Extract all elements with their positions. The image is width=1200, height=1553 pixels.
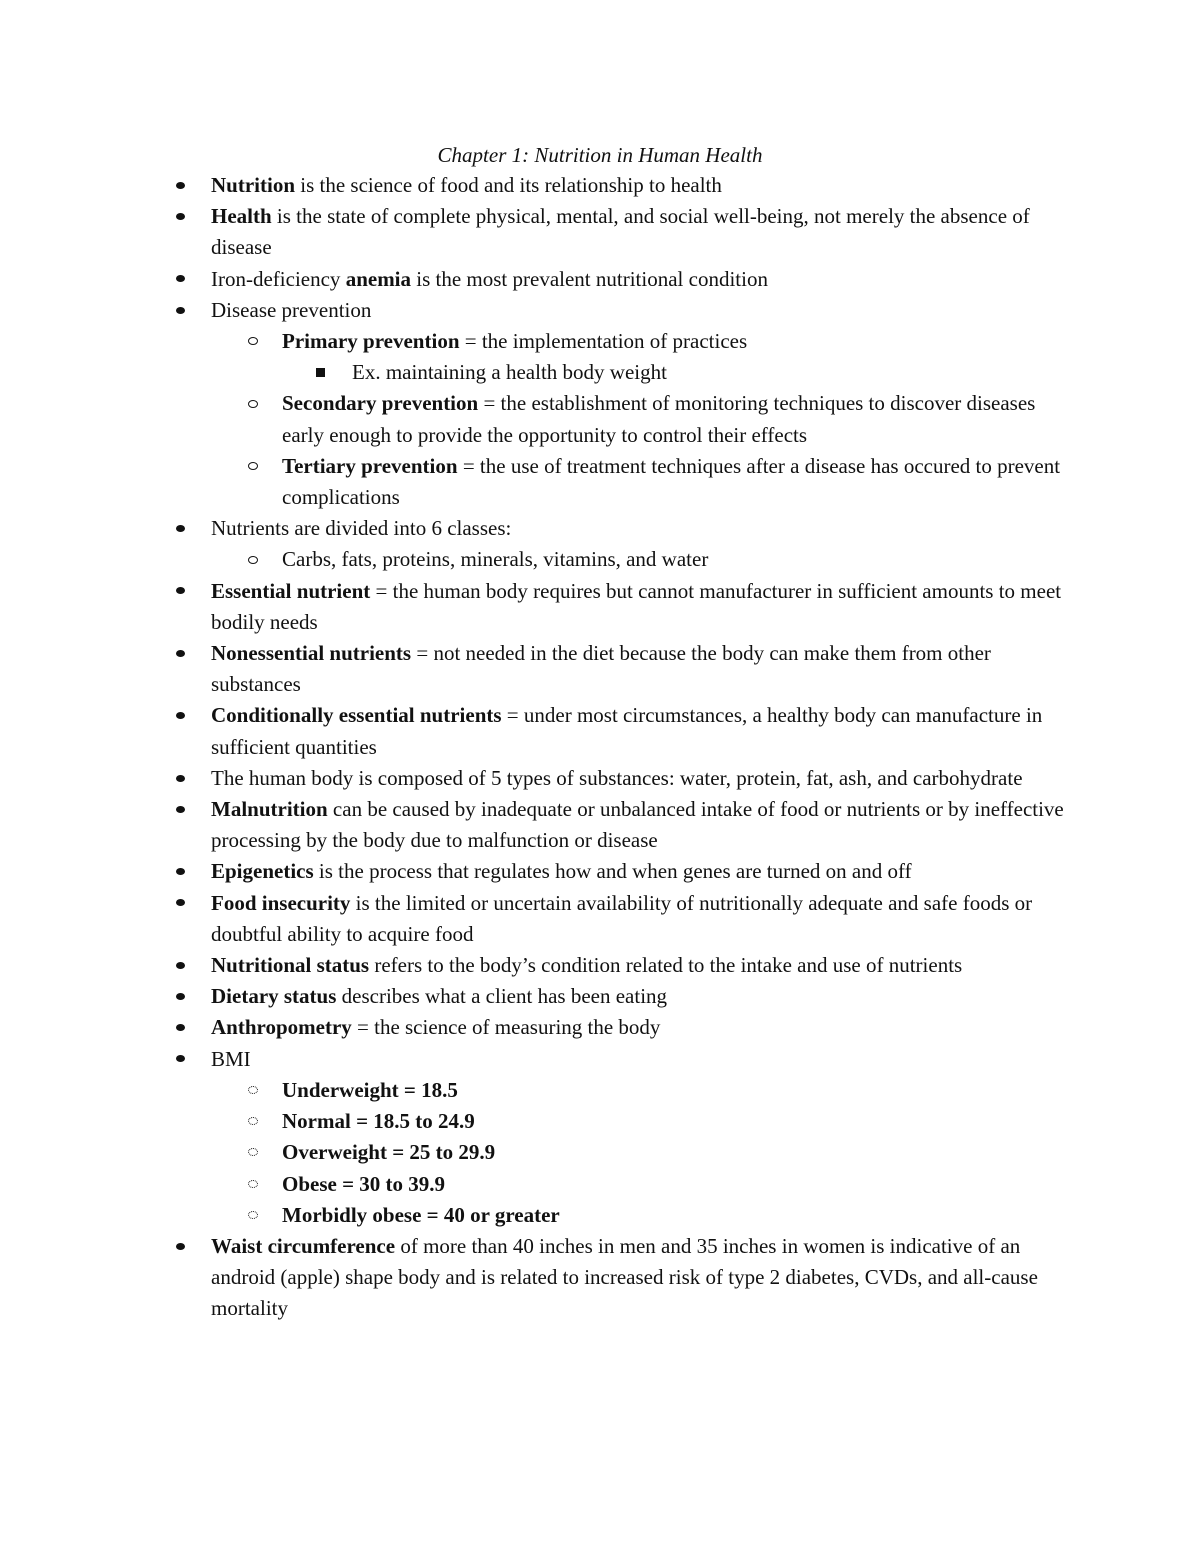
item-term: Nonessential nutrients [211, 641, 412, 666]
item-text: is the science of food and its relationship to health [295, 173, 722, 197]
bullet-dot-icon [176, 638, 185, 669]
item-text: Carbs, fats, proteins, minerals, vitamins, and water [282, 547, 709, 572]
item-term: Food insecurity [211, 890, 351, 915]
list-item [0, 357, 1072, 388]
list-item [0, 1169, 1072, 1200]
item-term: Tertiary prevention [282, 453, 458, 478]
item-term: Health [211, 204, 272, 229]
bullet-dot-icon [176, 763, 185, 794]
item-prefix: Iron-deficiency [211, 266, 346, 291]
list-item [0, 201, 1071, 263]
item-text: Nutrients are divided into 6 classes: [211, 516, 512, 541]
list-item [0, 326, 1072, 357]
list-item [0, 763, 1071, 794]
item-text: is the state of complete physical, mental, and social well-being, not merely the absence of disease [211, 204, 1030, 260]
list-item [0, 700, 1071, 762]
bullet-dotted-circle-icon [248, 1075, 258, 1106]
bullet-square-icon [316, 357, 325, 388]
bullet-dot-icon [176, 1012, 185, 1043]
item-text: The human body is composed of 5 types of substances: water, protein, fat, ash, and carbohydrate [211, 765, 1023, 790]
item-text: = under most circumstances, a healthy body can manufacture in sufficient quantities [211, 703, 1043, 759]
bullet-dot-icon [176, 576, 185, 607]
bullet-dotted-circle-icon [248, 1200, 258, 1231]
item-text: = not needed in the diet because the body can make them from other substances [211, 641, 991, 697]
list-item [0, 544, 1072, 575]
item-text: = the establishment of monitoring techniques to discover diseases early enough to provide the opportunity to control their effects [282, 391, 1036, 447]
list-item [0, 170, 1071, 201]
item-term: Essential nutrient [211, 578, 371, 603]
list-item [0, 888, 1071, 950]
list-item [0, 513, 1071, 544]
item-text: is the process that regulates how and when genes are turned on and off [313, 859, 912, 884]
list-item [0, 388, 1072, 450]
list-item [0, 451, 1072, 513]
item-term: Secondary prevention [282, 391, 479, 416]
list-item [0, 1137, 1072, 1168]
bullet-dot-icon [176, 295, 185, 326]
item-text: = the use of treatment techniques after a disease has occured to prevent complications [282, 453, 1061, 510]
item-term: Underweight = 18.5 [282, 1077, 458, 1102]
list-item [0, 981, 1071, 1012]
item-text: = the human body requires but cannot manufacturer in sufficient amounts to meet bodily needs [211, 578, 1062, 634]
item-text: is the limited or uncertain availability of nutritionally adequate and safe foods or doubtful ability to acquire food [211, 890, 1033, 946]
item-term: Conditionally essential nutrients [211, 703, 502, 728]
list-item [0, 856, 1071, 887]
item-text: Ex. maintaining a health body weight [352, 360, 667, 385]
bullet-circle-icon [248, 326, 258, 357]
bullet-dotted-circle-icon [248, 1137, 258, 1168]
list-item [0, 295, 1071, 326]
item-term: anemia [345, 266, 412, 291]
bullet-dot-icon [176, 794, 185, 825]
item-text: Disease prevention [211, 297, 372, 322]
bullet-dot-icon [176, 981, 185, 1012]
bullet-dot-icon [176, 201, 185, 232]
bullet-dot-icon [176, 856, 185, 887]
item-text: can be caused by inadequate or unbalanced intake of food or nutrients or by ineffective processing by the body due to malfunction or disease [211, 797, 1064, 853]
item-term: Nutrition [211, 173, 295, 197]
list-item [0, 576, 1071, 638]
item-text: of more than 40 inches in men and 35 inches in women is indicative of an android (apple) shape body and is related to increased risk of type 2 diabetes, CVDs, and all-cause mortality [211, 1233, 1038, 1321]
bullet-dot-icon [176, 264, 185, 295]
bullet-dotted-circle-icon [248, 1169, 258, 1200]
bullet-circle-icon [248, 388, 258, 419]
list-item [0, 794, 1071, 856]
notes-list [0, 170, 1200, 1325]
item-text: = the science of measuring the body [351, 1015, 661, 1040]
item-term: Waist circumference [211, 1233, 396, 1258]
item-term: Normal = 18.5 to 24.9 [282, 1109, 475, 1134]
item-text: BMI [211, 1046, 251, 1071]
item-term: Primary prevention [282, 329, 460, 354]
item-term: Dietary status [211, 984, 337, 1009]
list-item [0, 950, 1071, 981]
list-item [0, 264, 1071, 295]
bullet-circle-icon [248, 451, 258, 482]
item-term: Anthropometry [211, 1015, 352, 1040]
item-term: Morbidly obese = 40 or greater [282, 1202, 560, 1227]
list-item [0, 1231, 1071, 1325]
item-text: refers to the body’s condition related to the intake and use of nutrients [369, 953, 963, 978]
item-text: = the implementation of practices [459, 329, 748, 354]
item-term: Epigenetics [211, 859, 314, 884]
list-item [0, 1012, 1071, 1043]
bullet-dot-icon [176, 888, 185, 919]
bullet-dot-icon [176, 170, 185, 201]
item-term: Nutritional status [211, 953, 370, 978]
bullet-dot-icon [176, 950, 185, 981]
bullet-dot-icon [176, 513, 185, 544]
list-item [0, 1200, 1072, 1231]
bullet-dot-icon [176, 1231, 185, 1262]
list-item [0, 638, 1071, 700]
item-term: Malnutrition [211, 797, 328, 822]
bullet-circle-icon [248, 544, 258, 575]
item-text: describes what a client has been eating [336, 984, 668, 1009]
list-item [0, 1044, 1071, 1075]
item-term: Overweight = 25 to 29.9 [282, 1140, 496, 1165]
bullet-dot-icon [176, 1044, 185, 1075]
bullet-dot-icon [176, 700, 185, 731]
page-title: Chapter 1: Nutrition in Human Health [437, 143, 763, 167]
item-term: Obese = 30 to 39.9 [282, 1171, 446, 1196]
list-item [0, 1075, 1072, 1106]
bullet-dotted-circle-icon [248, 1106, 258, 1137]
item-text: is the most prevalent nutritional condition [411, 266, 768, 291]
list-item [0, 1106, 1072, 1137]
